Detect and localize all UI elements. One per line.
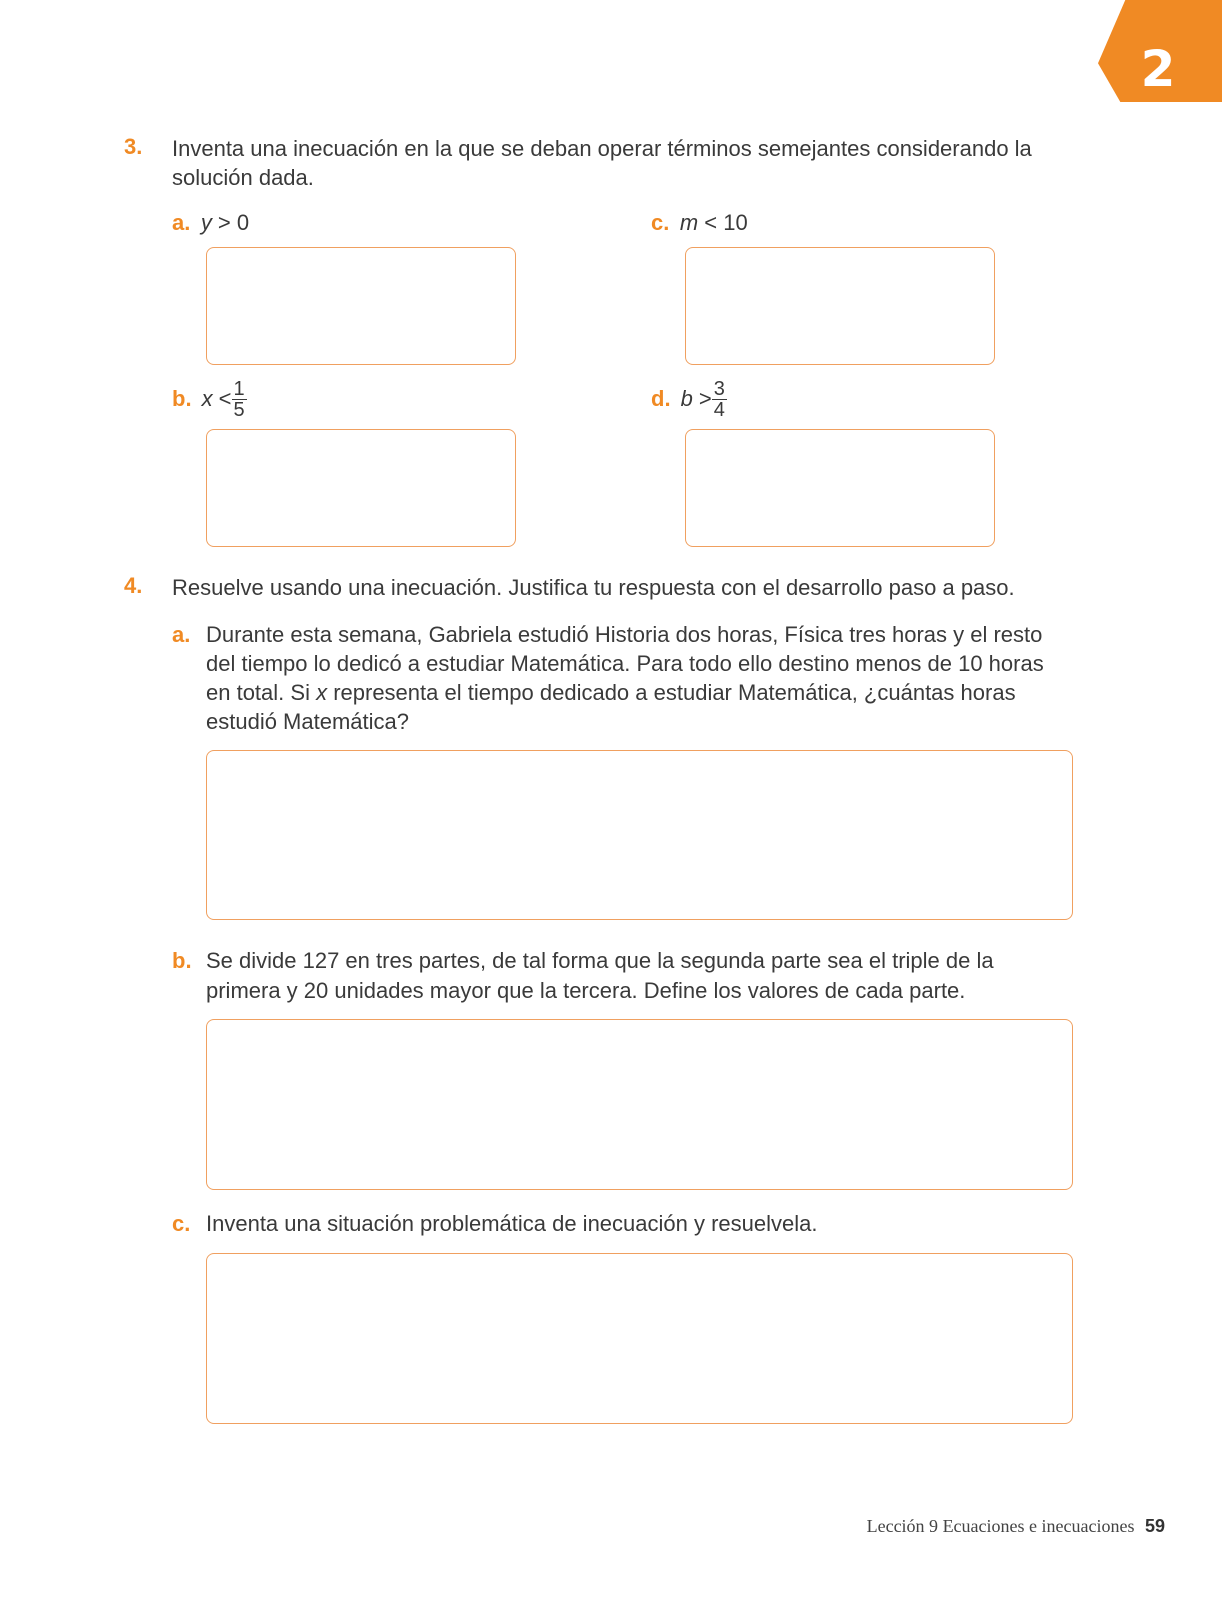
item-3c-rest: < 10 (698, 210, 748, 235)
page-footer (800, 1516, 1165, 1537)
chapter-number: 2 (1140, 40, 1176, 98)
item-4c-line1: Inventa una situación problemática de inecuación y resuelvela. (206, 1211, 818, 1236)
answer-box-3d[interactable] (685, 429, 995, 547)
item-3b-denominator: 5 (233, 398, 245, 421)
question-3-number: 3. (124, 134, 143, 159)
item-4a-line3-var: x (316, 680, 328, 705)
item-4a-line3 (206, 678, 1016, 707)
item-4a-line3-post: representa el tiempo dedicado a estudiar Matemática, ¿cuántas horas (327, 680, 1016, 705)
item-4a-line3-pre: en total. Si (206, 680, 317, 705)
question-4-number: 4. (124, 573, 143, 598)
item-3b-letter: b. (172, 386, 192, 411)
answer-box-3b[interactable] (206, 429, 516, 547)
item-3a-rest: > 0 (211, 210, 250, 235)
item-3c-letter: c. (651, 210, 670, 235)
footer-title: Ecuaciones e inecuaciones (942, 1516, 1135, 1536)
item-4a-line4: estudió Matemática? (206, 709, 409, 734)
page-number: 59 (1144, 1516, 1165, 1536)
item-3b-fraction (232, 379, 247, 420)
question-3-text-line2: solución dada. (172, 165, 314, 190)
item-3b-numerator: 1 (233, 377, 245, 400)
answer-box-3a[interactable] (206, 247, 516, 365)
item-3a-var: y (200, 210, 212, 235)
item-3d-op: > (692, 386, 712, 411)
item-3a-letter: a. (172, 210, 191, 235)
item-4b-line2: primera y 20 unidades mayor que la tercera. Define los valores de cada parte. (206, 978, 966, 1003)
item-3d-denominator: 4 (713, 398, 725, 421)
item-4a-line1: Durante esta semana, Gabriela estudió Historia dos horas, Física tres horas y el resto (206, 622, 1043, 647)
item-3d-numerator: 3 (713, 377, 725, 400)
item-3c-label (651, 208, 748, 240)
item-3d-fraction (712, 379, 727, 420)
question-4-text: Resuelve usando una inecuación. Justifica tu respuesta con el desarrollo paso a paso. (172, 575, 1015, 600)
item-3c-var: m (679, 210, 699, 235)
item-3b-label (172, 376, 247, 422)
item-4a-letter: a. (172, 622, 191, 647)
item-3d-letter: d. (651, 386, 671, 411)
item-3b-op: < (212, 386, 232, 411)
item-4b-letter: b. (172, 948, 192, 973)
answer-box-3c[interactable] (685, 247, 995, 365)
answer-box-4b[interactable] (206, 1019, 1073, 1190)
answer-box-4a[interactable] (206, 750, 1073, 920)
item-4c-letter: c. (172, 1211, 191, 1236)
item-3d-label (651, 376, 727, 422)
item-3b-var: x (201, 386, 213, 411)
item-3d-var: b (680, 386, 693, 411)
item-4b-line1: Se divide 127 en tres partes, de tal forma que la segunda parte sea el triple de la (206, 948, 994, 973)
answer-box-4c[interactable] (206, 1253, 1073, 1424)
question-3-text-line1: Inventa una inecuación en la que se deban operar términos semejantes considerando la (172, 136, 1032, 161)
item-3a-label (172, 208, 249, 240)
footer-lesson: Lección 9 (866, 1516, 939, 1536)
item-4a-line2: del tiempo lo dedicó a estudiar Matemática. Para todo ello destino menos de 10 horas (206, 651, 1044, 676)
